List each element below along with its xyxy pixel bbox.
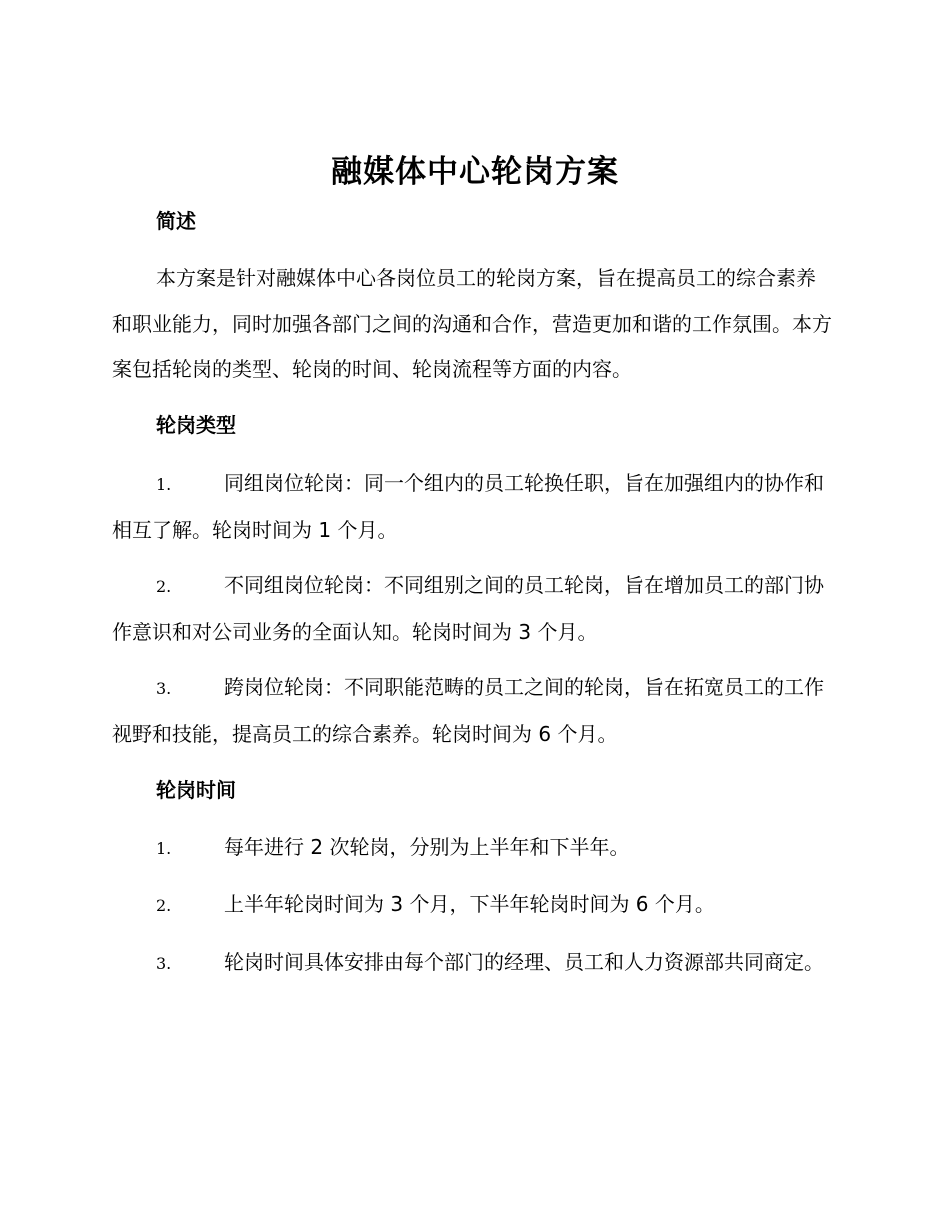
list-item-text: 同组岗位轮岗：同一个组内的员工轮换任职，旨在加强组内的协作和相互了解。轮岗时间为 1 个月。 [112, 471, 824, 542]
list-item [112, 882, 834, 929]
list-number: 3. [156, 954, 172, 973]
list-number: 2. [156, 896, 172, 915]
list-item [112, 563, 834, 655]
list-number: 1. [156, 839, 172, 858]
summary-paragraph: 本方案是针对融媒体中心各岗位员工的轮岗方案，旨在提高员工的综合素养和职业能力，同时加强各部门之间的沟通和合作，营造更加和谐的工作氛围。本方案包括轮岗的类型、轮岗的时间、轮岗流程等方面的内容。 [112, 266, 832, 381]
section-heading-rotation-time: 轮岗时间 [156, 778, 236, 802]
list-item [112, 461, 834, 553]
list-item [112, 825, 834, 872]
list-item-text: 不同组岗位轮岗：不同组别之间的员工轮岗，旨在增加员工的部门协作意识和对公司业务的全面认知。轮岗时间为 3 个月。 [112, 573, 824, 644]
list-item [112, 665, 834, 757]
list-item-text: 每年进行 2 次轮岗，分别为上半年和下半年。 [224, 835, 630, 859]
list-item-text: 轮岗时间具体安排由每个部门的经理、员工和人力资源部共同商定。 [224, 950, 824, 974]
list-number: 3. [156, 679, 172, 698]
list-item-text: 跨岗位轮岗：不同职能范畴的员工之间的轮岗，旨在拓宽员工的工作视野和技能，提高员工的综合素养。轮岗时间为 6 个月。 [112, 675, 824, 746]
page-title: 融媒体中心轮岗方案 [331, 154, 619, 190]
list-number: 1. [156, 475, 172, 494]
list-item [112, 940, 834, 987]
section-heading-rotation-types: 轮岗类型 [156, 413, 236, 437]
list-item-text: 上半年轮岗时间为 3 个月，下半年轮岗时间为 6 个月。 [224, 892, 715, 916]
section-heading-summary: 简述 [156, 209, 196, 233]
list-number: 2. [156, 577, 172, 596]
